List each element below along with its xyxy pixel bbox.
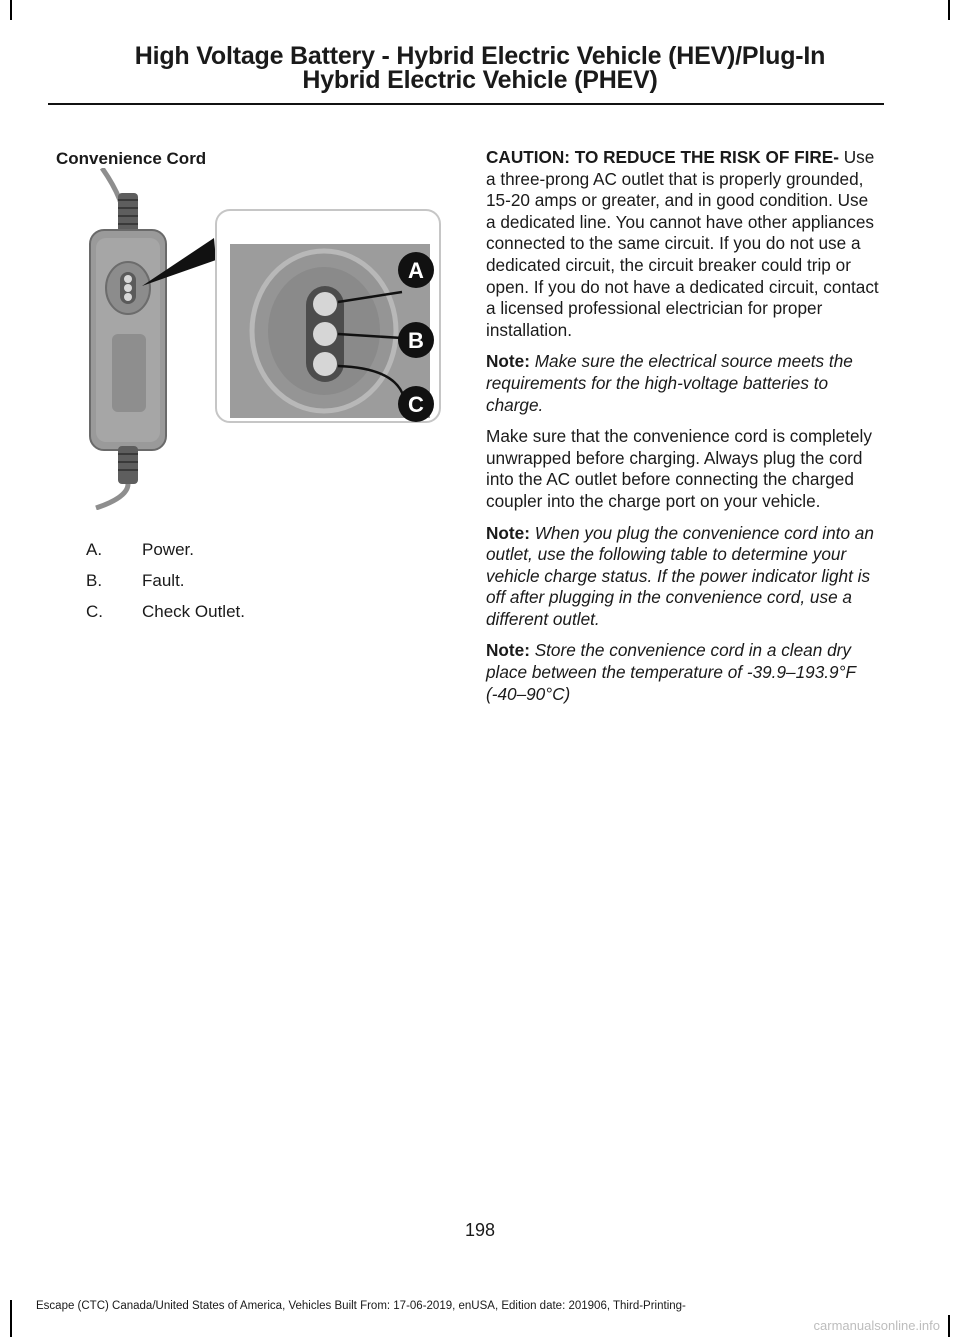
convenience-cord-figure: [56, 168, 446, 510]
indicator-light-fault: [313, 322, 337, 346]
crop-mark-top-right: [948, 0, 950, 20]
header-rule: [48, 103, 884, 105]
legend-text: Check Outlet.: [142, 601, 245, 621]
note-body: Make sure the electrical source meets the requirements for the high-voltage batteries to charge.: [486, 351, 853, 415]
right-column: [486, 147, 882, 715]
page-number: 198: [464, 1220, 496, 1240]
page-header-title: [0, 44, 960, 92]
callout-b-label: B: [408, 328, 424, 353]
legend-text: Power.: [142, 539, 194, 559]
note-label: Note:: [486, 640, 530, 661]
caution-heading: CAUTION: TO REDUCE THE RISK OF FIRE-: [486, 147, 839, 167]
note-label: Note:: [486, 522, 530, 543]
caution-paragraph: [486, 147, 882, 341]
callout-a-label: A: [408, 258, 424, 283]
note-body: Store the convenience cord in a clean dry place between the temperature of -39.9–193.9°F (-40–90°C): [486, 640, 856, 704]
indicator-light-power: [313, 292, 337, 316]
callout-c-label: C: [408, 392, 424, 417]
legend-letter: C.: [86, 601, 103, 621]
instruction-paragraph: Make sure that the convenience cord is completely unwrapped before charging. Always plug the cord into the AC outlet before connecting the charged coupler into the charge port on your vehicle.: [486, 426, 872, 511]
crop-mark-bottom-left: [10, 1300, 12, 1337]
crop-mark-bottom-right: [948, 1315, 950, 1337]
note-paragraph-2: [486, 523, 882, 631]
callout-a: [398, 252, 434, 288]
indicator-light-check-outlet: [313, 352, 337, 376]
legend-item: [86, 596, 245, 627]
figure-legend: [86, 534, 245, 627]
legend-item: [86, 534, 245, 565]
header-title-line-1: High Voltage Battery - Hybrid Electric Vehicle (HEV)/Plug-In: [134, 42, 826, 70]
section-heading: Convenience Cord: [56, 149, 207, 168]
legend-letter: A.: [86, 539, 103, 559]
control-box-label-recess: [112, 334, 146, 412]
convenience-cord-illustration: [56, 168, 446, 510]
note-paragraph-3: [486, 640, 882, 705]
watermark: carmanualsonline.info: [813, 1318, 940, 1333]
note-label: Note:: [486, 351, 530, 372]
caution-body: Use a three-prong AC outlet that is properly grounded, 15-20 amps or greater, and in good condition. Use a dedicated line. You cannot have other appliances connected to the same circuit. If you do not use a dedicated circuit, the circuit breaker could trip or open. If you do not have a dedicated circuit, contact a licensed professional electrician for proper installation.: [486, 147, 879, 340]
footer-text: Escape (CTC) Canada/United States of America, Vehicles Built From: 17-06-2019, enUSA, Edition date: 201906, Third-Printing-: [36, 1300, 686, 1312]
crop-mark-top-left: [10, 0, 12, 20]
legend-text: Fault.: [142, 570, 185, 590]
legend-item: [86, 565, 245, 596]
legend-letter: B.: [86, 570, 103, 590]
note-paragraph-1: [486, 351, 882, 416]
callout-c: [398, 386, 434, 422]
note-body: When you plug the convenience cord into an outlet, use the following table to determine your vehicle charge status. If the power indicator light is off after plugging in the convenience cord, use a different outlet.: [486, 522, 874, 629]
header-title-line-2: Hybrid Electric Vehicle (PHEV): [302, 66, 658, 94]
bottom-strain-relief: [118, 446, 138, 484]
callout-b: [398, 322, 434, 358]
